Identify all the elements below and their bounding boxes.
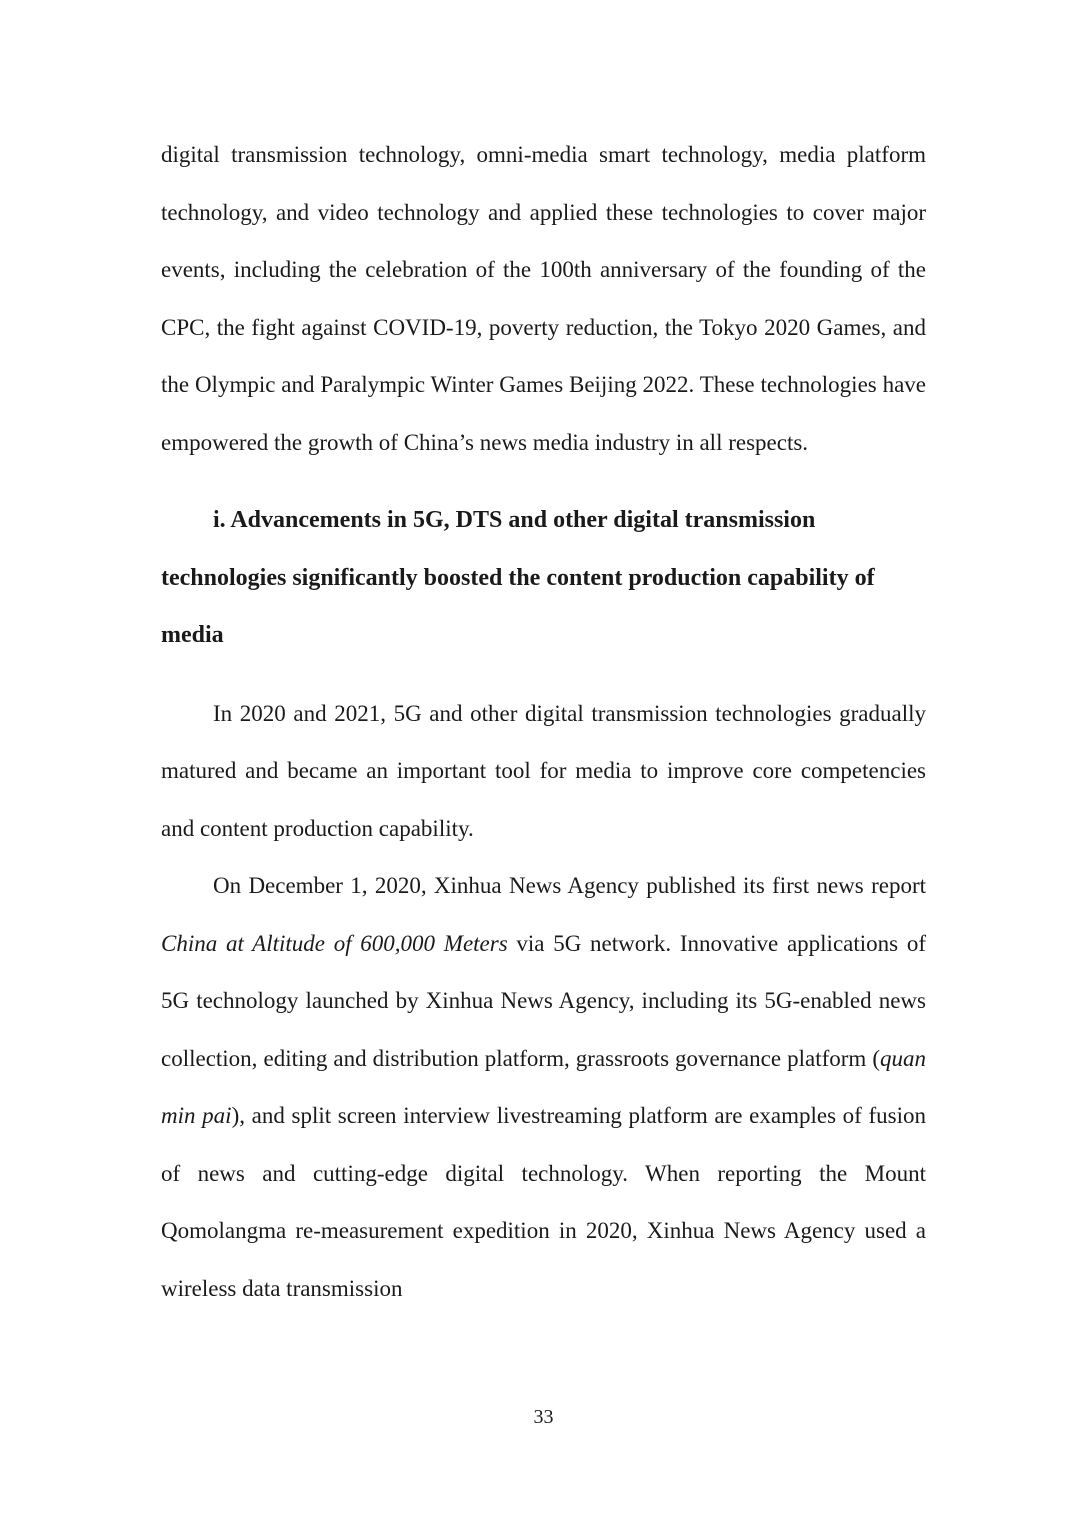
paragraph-text-segment: On December 1, 2020, Xinhua News Agency published its first news report — [213, 873, 926, 898]
body-paragraph-xinhua — [161, 857, 926, 1317]
page-content — [161, 126, 926, 1317]
body-paragraph-intro: In 2020 and 2021, 5G and other digital transmission technologies gradually matured and became an important tool for media to improve core competencies and content production capability. — [161, 700, 926, 841]
paragraph-text-segment: via 5G network. Innovative applications of 5G technology launched by Xinhua News Agency, including its 5G-enabled news collection, editing and distribution platform, grassroots governance platform ( — [161, 930, 926, 1071]
paragraph-text-segment: ), and split screen interview livestreaming platform are examples of fusion of news and cutting-edge digital technology. When reporting the Mount Qomolangma re-measurement expedition in 2020, Xinhua News Agency used a wireless data transmission — [161, 1103, 927, 1301]
section-heading: i. Advancements in 5G, DTS and other digital transmission technologies significantly boosted the content production capability of media — [161, 507, 875, 648]
page-number: 33 — [533, 1406, 554, 1428]
italic-term-segment: quan min pai — [161, 1045, 926, 1128]
body-paragraph-continued: digital transmission technology, omni-media smart technology, media platform technology, and video technology and applied these technologies to cover major events, including the celebration of the 100th anniversary of the founding of the CPC, the fight against COVID-19, poverty reduction, the Tokyo 2020 Games, and the Olympic and Paralympic Winter Games Beijing 2022. These technologies have empowered the growth of China’s news media industry in all respects. — [161, 142, 926, 455]
italic-title-segment: China at Altitude of 600,000 Meters — [161, 930, 508, 956]
